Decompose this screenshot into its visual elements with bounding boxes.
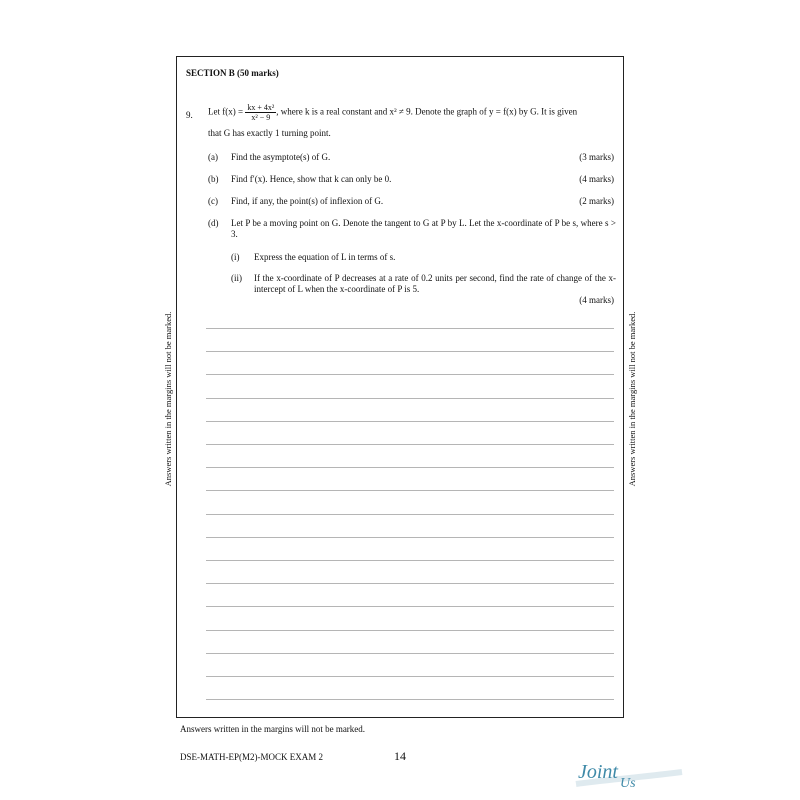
- answer-line: [206, 374, 614, 375]
- fraction: [245, 103, 276, 122]
- joint-us-logo: [574, 756, 684, 790]
- answer-line: [206, 467, 614, 468]
- part-c-text: Find, if any, the point(s) of inflexion of G.: [231, 196, 384, 206]
- fraction-numerator: kx + 4x²: [247, 103, 275, 112]
- stem-prefix: Let f(x) =: [208, 106, 244, 117]
- answer-line: [206, 560, 614, 561]
- subpart-ii-text: If the x-coordinate of P decreases at a rate of 0.2 units per second, find the rate of change of the x-intercept of L when the x-coordinate of P is 5.: [254, 273, 616, 294]
- answer-line: [206, 444, 614, 445]
- answer-line: [206, 328, 614, 329]
- part-a-marks: (3 marks): [579, 152, 614, 162]
- answer-line: [206, 514, 614, 515]
- subpart-ii-label: (ii): [231, 273, 242, 283]
- part-b-label: (b): [208, 174, 219, 184]
- part-a-label: (a): [208, 152, 218, 162]
- part-a-text: Find the asymptote(s) of G.: [231, 152, 331, 162]
- margin-note-right: Answers written in the margins will not be marked.: [627, 311, 637, 487]
- question-number: 9.: [186, 110, 193, 120]
- bottom-margin-note: Answers written in the margins will not be marked.: [180, 724, 366, 734]
- answer-line: [206, 606, 614, 607]
- stem-suffix: , where k is a real constant and x² ≠ 9. Denote the graph of y = f(x) by G. It is given: [276, 106, 578, 117]
- answer-line: [206, 421, 614, 422]
- part-d-label: (d): [208, 218, 219, 228]
- answer-line: [206, 583, 614, 584]
- subpart-i-text: Express the equation of L in terms of s.: [254, 252, 396, 262]
- svg-text:Joint: Joint: [578, 761, 618, 783]
- part-b-marks: (4 marks): [579, 174, 614, 184]
- subparts-marks: (4 marks): [579, 295, 614, 305]
- answer-line: [206, 398, 614, 399]
- answer-line: [206, 676, 614, 677]
- footer-exam-code: DSE-MATH-EP(M2)-MOCK EXAM 2: [180, 752, 323, 762]
- answer-line: [206, 351, 614, 352]
- part-b-text: Find f′(x). Hence, show that k can only be 0.: [231, 174, 392, 184]
- fraction-denominator: x² − 9: [251, 113, 271, 122]
- page-number: 14: [394, 749, 406, 763]
- part-c-label: (c): [208, 196, 218, 206]
- subpart-i-label: (i): [231, 252, 240, 262]
- margin-note-left: Answers written in the margins will not be marked.: [163, 311, 173, 487]
- answer-line: [206, 537, 614, 538]
- part-c-marks: (2 marks): [579, 196, 614, 206]
- question-stem-line2: that G has exactly 1 turning point.: [208, 128, 331, 138]
- answer-line: [206, 699, 614, 700]
- part-d-text: Let P be a moving point on G. Denote the tangent to G at P by L. Let the x-coordinate of P be s, where s > 3.: [231, 218, 616, 239]
- answer-line: [206, 653, 614, 654]
- answer-line: [206, 630, 614, 631]
- question-stem-line1: [208, 103, 618, 122]
- section-title: SECTION B (50 marks): [186, 68, 279, 78]
- svg-text:Us: Us: [620, 776, 636, 790]
- answer-line: [206, 490, 614, 491]
